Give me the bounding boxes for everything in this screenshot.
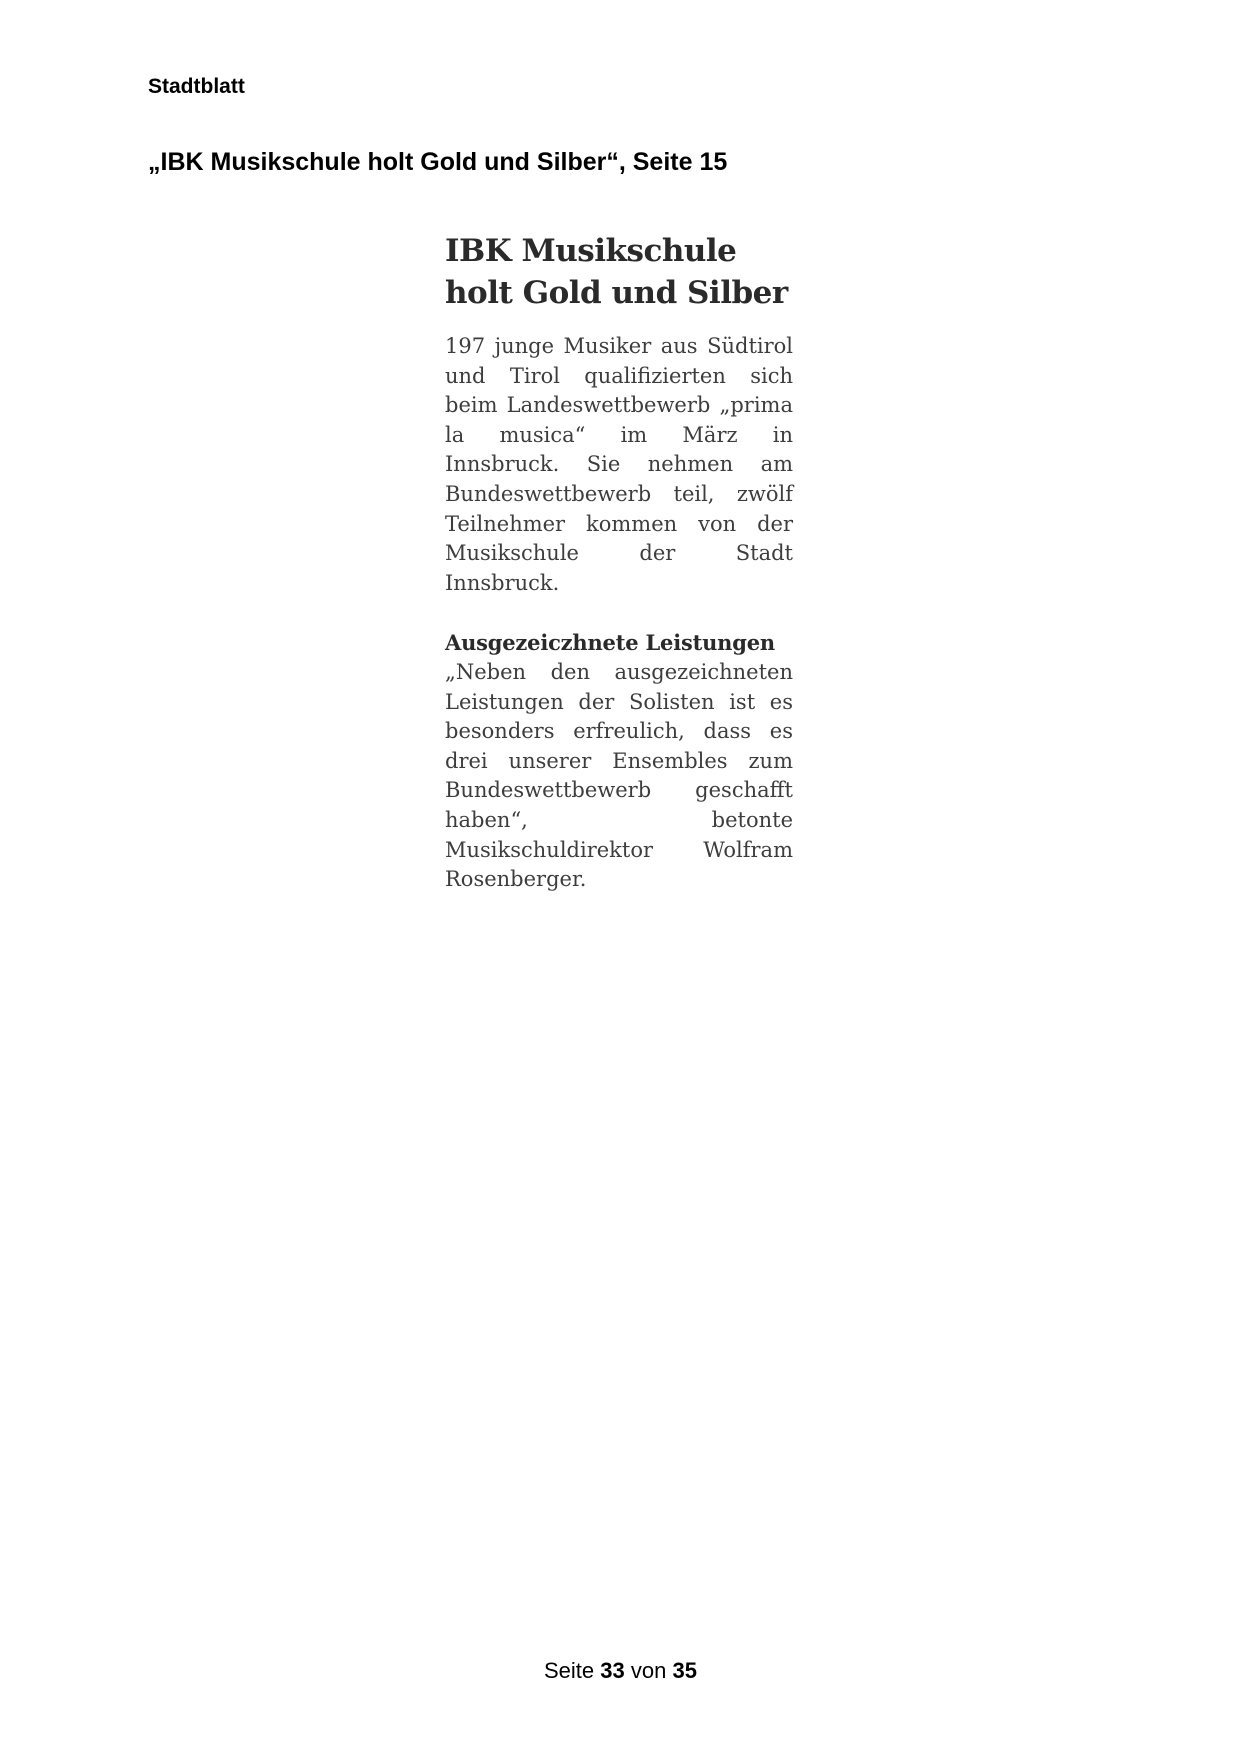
clipping-paragraph-2: „Neben den ausgezeichneten Leistungen der Solisten ist es besonders erfreulich, dass es drei unserer Ensembles zum Bundeswettbewerb geschafft haben“, betonte Musikschuldirektor Wolfram Rosenberger. (445, 659, 793, 892)
newspaper-clipping (445, 230, 793, 895)
clipping-headline: IBK Musikschule holt Gold und Silber (445, 233, 788, 311)
clipping-subheading: Ausgezeiczhnete Leistungen (445, 630, 775, 656)
footer-separator: von (630, 1658, 667, 1683)
publication-name: Stadtblatt (148, 75, 245, 98)
footer-current-page: 33 (600, 1658, 625, 1683)
footer-prefix: Seite (544, 1658, 595, 1683)
page-footer (0, 1658, 1241, 1684)
footer-total-pages: 35 (672, 1658, 697, 1683)
article-reference-heading: „IBK Musikschule holt Gold und Silber“, Seite 15 (148, 148, 728, 176)
clipping-paragraph-1: 197 junge Musiker aus Südtirol und Tirol qualifizierten sich beim Landeswettbewerb „prima la musica“ im März in Innsbruck. Sie nehmen am Bundeswettbewerb teil, zwölf Teilnehmer kommen von der Musikschule der Stadt Innsbruck. (445, 334, 793, 595)
